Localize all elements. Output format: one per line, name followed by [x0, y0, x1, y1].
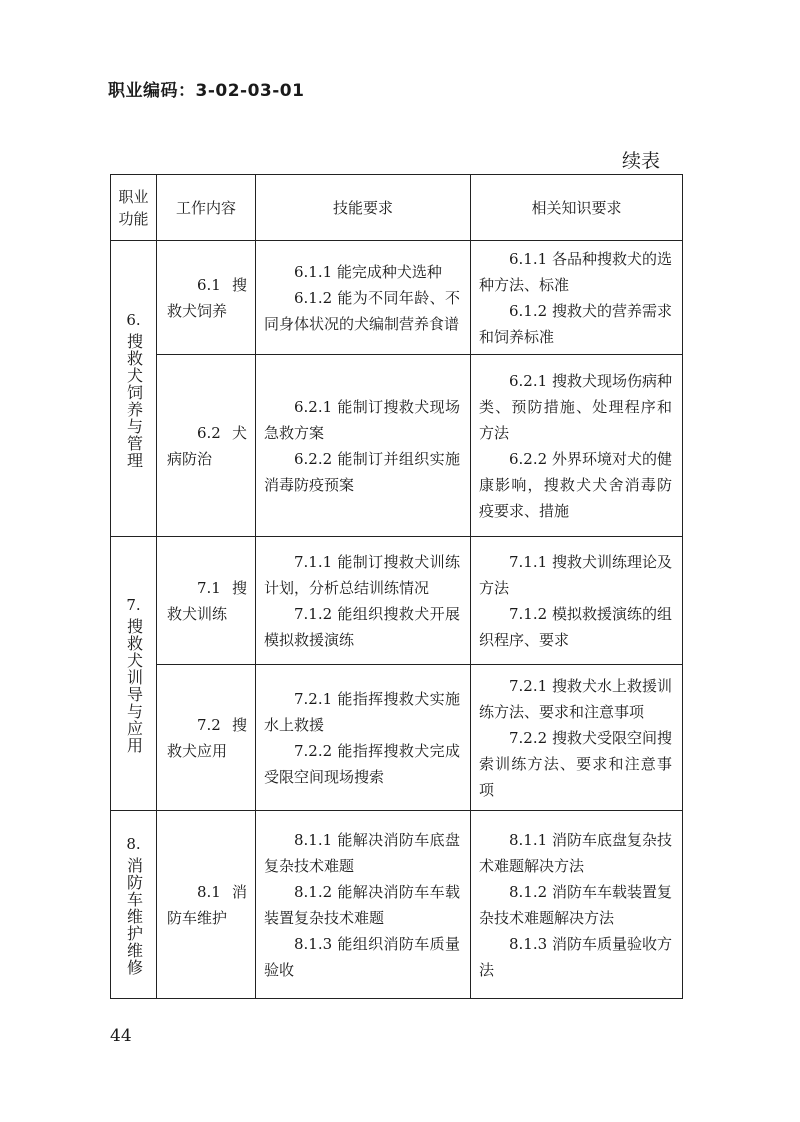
function-number: 7. — [126, 595, 141, 614]
function-cell — [111, 241, 157, 537]
knowledge-item: 6.2.1 搜救犬现场伤病种类、预防措施、处理程序和方法 — [479, 371, 672, 442]
skill-cell — [256, 537, 471, 665]
knowledge-item: 6.1.2 搜救犬的营养需求和饲养标准 — [479, 301, 672, 346]
skill-cell — [256, 241, 471, 355]
knowledge-item: 8.1.1 消防车底盘复杂技术难题解决方法 — [479, 830, 672, 875]
knowledge-cell — [471, 665, 683, 811]
skill-cell — [256, 811, 471, 999]
function-name: 搜救犬训导与应用 — [124, 617, 144, 754]
function-cell — [111, 537, 157, 811]
knowledge-item: 6.2.2 外界环境对犬的健康影响，搜救犬犬舍消毒防疫要求、措施 — [479, 449, 672, 520]
header-skill-requirements: 技能要求 — [256, 175, 471, 241]
skill-item: 8.1.3 能组织消防车质量验收 — [264, 934, 460, 979]
skill-item: 7.1.2 能组织搜救犬开展模拟救援演练 — [264, 604, 460, 649]
work-content-cell: 7.2 搜救犬应用 — [157, 665, 256, 811]
continued-table-label: 续表 — [621, 150, 660, 172]
page-number: 44 — [110, 1026, 132, 1046]
header-work-content: 工作内容 — [157, 175, 256, 241]
skills-table — [110, 174, 683, 999]
table-header-row — [111, 175, 683, 241]
header-function: 职业 功能 — [111, 175, 157, 241]
knowledge-item: 7.2.1 搜救犬水上救援训练方法、要求和注意事项 — [479, 676, 672, 721]
function-number: 6. — [126, 310, 141, 329]
knowledge-item: 7.1.2 模拟救援演练的组织程序、要求 — [479, 604, 672, 649]
function-name: 消防车维护维修 — [124, 857, 144, 976]
skill-item: 7.1.1 能制订搜救犬训练计划，分析总结训练情况 — [264, 552, 460, 597]
table-row — [111, 537, 683, 665]
skill-item: 8.1.2 能解决消防车车载装置复杂技术难题 — [264, 882, 460, 927]
knowledge-cell — [471, 537, 683, 665]
knowledge-item: 8.1.3 消防车质量验收方法 — [479, 934, 672, 979]
knowledge-item: 7.2.2 搜救犬受限空间搜索训练方法、要求和注意事项 — [479, 728, 672, 799]
knowledge-item: 7.1.1 搜救犬训练理论及方法 — [479, 552, 672, 597]
function-name: 搜救犬饲养与管理 — [124, 332, 144, 469]
skill-item: 6.2.1 能制订搜救犬现场急救方案 — [264, 397, 460, 442]
header-knowledge-requirements: 相关知识要求 — [471, 175, 683, 241]
knowledge-cell — [471, 355, 683, 537]
skill-cell — [256, 665, 471, 811]
skill-cell — [256, 355, 471, 537]
table-row — [111, 811, 683, 999]
work-content-cell: 6.2 犬病防治 — [157, 355, 256, 537]
knowledge-cell — [471, 811, 683, 999]
table-row — [111, 665, 683, 811]
skill-item: 8.1.1 能解决消防车底盘复杂技术难题 — [264, 830, 460, 875]
skill-item: 6.1.1 能完成种犬选种 — [294, 262, 442, 281]
table-row — [111, 355, 683, 537]
function-cell — [111, 811, 157, 999]
work-content-cell: 7.1 搜救犬训练 — [157, 537, 256, 665]
work-content-cell: 8.1 消防车维护 — [157, 811, 256, 999]
knowledge-cell — [471, 241, 683, 355]
skill-item: 7.2.1 能指挥搜救犬实施水上救援 — [264, 689, 460, 734]
skill-item: 6.2.2 能制订并组织实施消毒防疫预案 — [264, 449, 460, 494]
knowledge-item: 6.1.1 各品种搜救犬的选种方法、标准 — [479, 249, 672, 294]
knowledge-item: 8.1.2 消防车车载装置复杂技术难题解决方法 — [479, 882, 672, 927]
skill-item: 7.2.2 能指挥搜救犬完成受限空间现场搜索 — [264, 741, 460, 786]
table-row — [111, 241, 683, 355]
function-number: 8. — [126, 835, 141, 853]
work-content-cell: 6.1 搜救犬饲养 — [157, 241, 256, 355]
occupation-code: 职业编码：3-02-03-01 — [108, 81, 305, 101]
skill-item: 6.1.2 能为不同年龄、不同身体状况的犬编制营养食谱 — [264, 288, 460, 333]
